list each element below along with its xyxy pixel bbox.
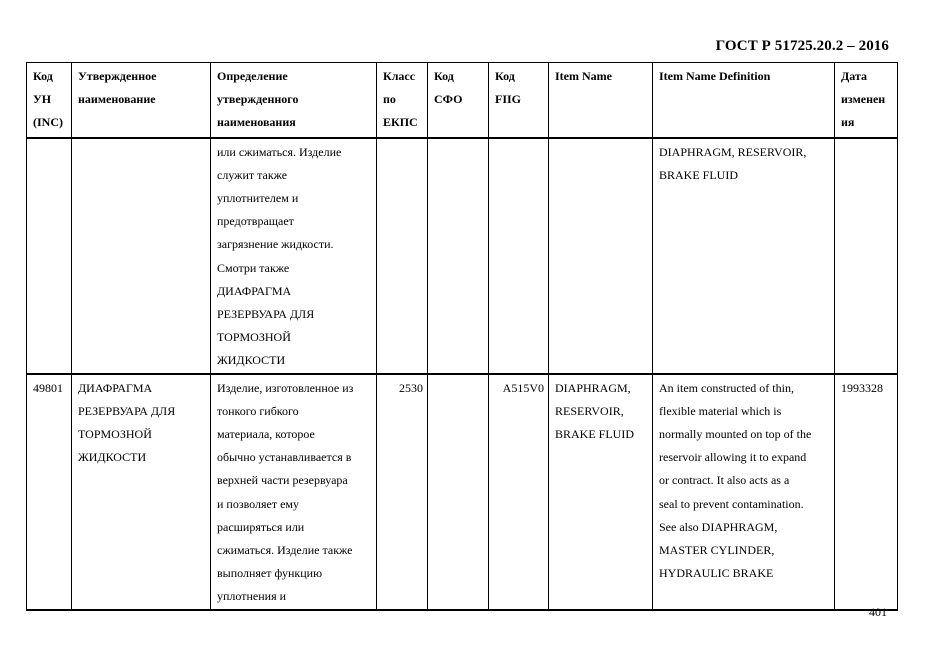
cell-text-line: уплотнения и (217, 589, 287, 604)
cell-text-line: РЕЗЕРВУАРА ДЛЯ (217, 306, 315, 321)
cell-text-line: DIAPHRAGM, (555, 380, 631, 395)
cell-fiig-code (489, 374, 549, 610)
cell-text-line: наименование (78, 92, 156, 107)
page-number: 401 (869, 605, 887, 619)
cell-text-line: (INC) (33, 115, 63, 130)
cell-text-line: изменен (841, 92, 886, 107)
cell-text-line: Дата (841, 69, 867, 83)
cell-text-line: выполняет функцию (217, 566, 323, 581)
cell-text-line: Класс (383, 69, 416, 83)
document-code: ГОСТ Р 51725.20.2 – 2016 (715, 38, 889, 54)
cell-text-line: MASTER CYLINDER, (659, 542, 775, 557)
cell-text-line: Код (434, 69, 454, 83)
cell-item-name-definition (653, 374, 835, 610)
cell-change-date (835, 138, 898, 374)
cell-text-line: HYDRAULIC BRAKE (659, 566, 774, 581)
cell-text-line: flexible material which is (659, 403, 782, 418)
table-row (27, 374, 898, 610)
cell-text-line: A515V0 (502, 380, 544, 395)
cell-text-line: сжиматься. Изделие также (217, 542, 353, 557)
cell-text-line: Изделие, изготовленное из (217, 380, 354, 395)
cell-text-line: See also DIAPHRAGM, (659, 519, 778, 534)
cell-text-line: BRAKE FLUID (659, 167, 739, 182)
cell-item-name (549, 138, 653, 374)
cell-text-line: BRAKE FLUID (555, 426, 635, 441)
cell-text-line: Код (495, 69, 515, 83)
cell-text-line: Код (33, 69, 53, 83)
cell-text-line: ДИАФРАГМА (217, 283, 292, 298)
cell-item-name-definition (653, 138, 835, 374)
header-cell-definition (211, 63, 377, 138)
header-cell-change-date (835, 63, 898, 138)
cell-text-line: материала, которое (217, 426, 315, 441)
header-cell-item-name (549, 63, 653, 138)
cell-text-line: предотвращает (217, 214, 294, 229)
cell-definition (211, 138, 377, 374)
cell-change-date (835, 374, 898, 610)
cell-text-line: ЖИДКОСТИ (78, 450, 147, 465)
cell-text-line: An item constructed of thin, (659, 380, 794, 395)
cell-text-line: FIIG (495, 92, 522, 107)
cell-text-line: ЕКПС (383, 115, 418, 130)
cell-text-line: 1993328 (841, 380, 883, 395)
cell-text-line: УН (33, 92, 52, 107)
cell-text-line: Item Name Definition (659, 69, 771, 83)
cell-text-line: верхней части резервуара (217, 473, 348, 488)
header-cell-fiig-code (489, 63, 549, 138)
cell-approved-name (72, 374, 211, 610)
cell-text-line: расширяться или (217, 519, 305, 534)
cell-sfo-code (428, 138, 489, 374)
table-row (27, 138, 898, 374)
cell-fiig-code (489, 138, 549, 374)
cell-text-line: ЖИДКОСТИ (217, 353, 286, 368)
cell-text-line: по (383, 92, 396, 107)
cell-text-line: РЕЗЕРВУАРА ДЛЯ (78, 403, 176, 418)
cell-text-line: или сжиматься. Изделие (217, 144, 342, 159)
cell-approved-name (72, 138, 211, 374)
cell-text-line: seal to prevent contamination. (659, 496, 804, 511)
cell-text-line: DIAPHRAGM, RESERVOIR, (659, 144, 807, 159)
cell-text-line: наименования (217, 115, 296, 130)
header-cell-item-name-definition (653, 63, 835, 138)
cell-text-line: обычно устанавливается в (217, 450, 352, 465)
cell-text-line: уплотнителем и (217, 190, 299, 205)
cell-text-line: 49801 (33, 380, 63, 395)
cell-text-line: ТОРМОЗНОЙ (78, 426, 152, 441)
cell-text-line: и позволяет ему (217, 496, 300, 511)
cell-text-line: служит также (217, 167, 288, 182)
header-cell-class (377, 63, 428, 138)
catalog-table (26, 62, 898, 611)
cell-text-line: ДИАФРАГМА (78, 380, 153, 395)
cell-text-line: Item Name (555, 69, 612, 83)
cell-text-line: reservoir allowing it to expand (659, 450, 807, 465)
cell-text-line: 2530 (399, 380, 423, 395)
header-cell-approved-name (72, 63, 211, 138)
cell-text-line: тонкого гибкого (217, 403, 299, 418)
cell-inc-code (27, 138, 72, 374)
cell-text-line: Смотри также (217, 260, 290, 275)
cell-text-line: СФО (434, 92, 463, 107)
table-header-row (27, 63, 898, 138)
cell-inc-code (27, 374, 72, 610)
cell-text-line: normally mounted on top of the (659, 426, 812, 441)
cell-text-line: утвержденного (217, 92, 299, 107)
cell-text-line: ТОРМОЗНОЙ (217, 330, 291, 345)
header-cell-inc-code (27, 63, 72, 138)
cell-text-line: RESERVOIR, (555, 403, 624, 418)
cell-text-line: Определение (217, 69, 288, 83)
cell-text-line: ия (841, 115, 855, 130)
cell-definition (211, 374, 377, 610)
cell-item-name (549, 374, 653, 610)
cell-text-line: or contract. It also acts as a (659, 473, 790, 488)
header-cell-sfo-code (428, 63, 489, 138)
cell-sfo-code (428, 374, 489, 610)
cell-class (377, 138, 428, 374)
cell-text-line: загрязнение жидкости. (217, 237, 334, 252)
cell-class (377, 374, 428, 610)
cell-text-line: Утвержденное (78, 69, 157, 83)
